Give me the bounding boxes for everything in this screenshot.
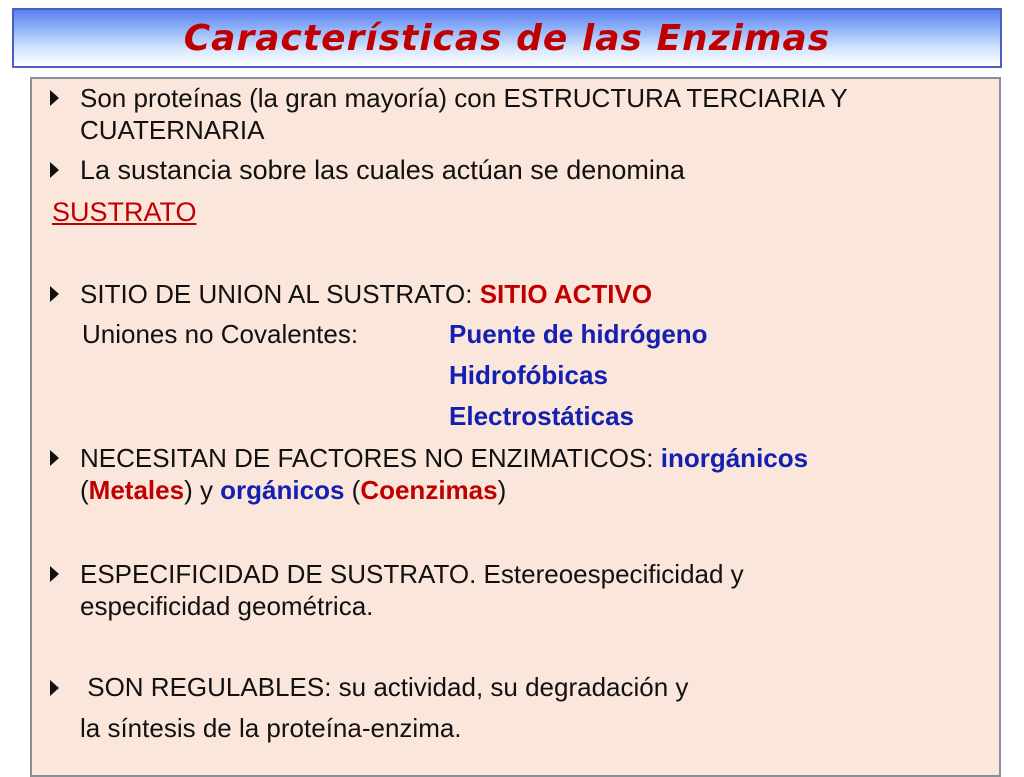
paren-open: ( xyxy=(344,475,361,505)
slide-title: Características de las Enzimas xyxy=(183,17,831,59)
bullet-5-line-2: especificidad geométrica. xyxy=(80,591,374,621)
metales-term: Metales xyxy=(88,475,185,505)
bullet-6-line-2: la síntesis de la proteína-enzima. xyxy=(80,713,462,743)
factores-label: NECESITAN DE FACTORES NO ENZIMATICOS: xyxy=(80,443,661,473)
union-item-hidrofobicas: Hidrofóbicas xyxy=(449,360,608,390)
uniones-label: Uniones no Covalentes: xyxy=(82,319,359,349)
sitio-union-label: SITIO DE UNION AL SUSTRATO: xyxy=(80,279,480,309)
bullet-2-line-1: La sustancia sobre las cuales actúan se denomina xyxy=(80,155,685,185)
bullet-5-line-1: ESPECIFICIDAD DE SUSTRATO. Estereoespecificidad y xyxy=(80,559,744,589)
bullet-3-line xyxy=(80,278,652,310)
organicos-term: orgánicos xyxy=(220,475,345,505)
bullet-6-line-1: SON REGULABLES: su actividad, su degradación y xyxy=(80,672,689,702)
coenzimas-term: Coenzimas xyxy=(360,475,498,505)
bullet-icon xyxy=(50,286,59,302)
paren-close: ) xyxy=(497,475,507,505)
bullet-4-line-1 xyxy=(80,442,808,474)
sitio-activo-term: SITIO ACTIVO xyxy=(479,279,653,309)
sustrato-term: SUSTRATO xyxy=(52,197,197,227)
connector-text: ) y xyxy=(184,475,221,505)
bullet-icon xyxy=(50,90,59,106)
bullet-1-line-1: Son proteínas (la gran mayoría) con ESTRUCTURA TERCIARIA Y xyxy=(80,83,848,113)
inorganicos-term: inorgánicos xyxy=(660,443,809,473)
union-item-hidrogeno: Puente de hidrógeno xyxy=(449,319,708,349)
paren-open: ( xyxy=(80,475,89,505)
bullet-icon xyxy=(50,450,59,466)
bullet-1-line-2: CUATERNARIA xyxy=(80,115,265,145)
union-item-electrostaticas: Electrostáticas xyxy=(449,401,634,431)
bullet-icon xyxy=(50,162,59,178)
title-bar xyxy=(12,8,1002,68)
bullet-4-line-2 xyxy=(80,474,506,506)
bullet-icon xyxy=(50,680,59,696)
bullet-icon xyxy=(50,566,59,582)
